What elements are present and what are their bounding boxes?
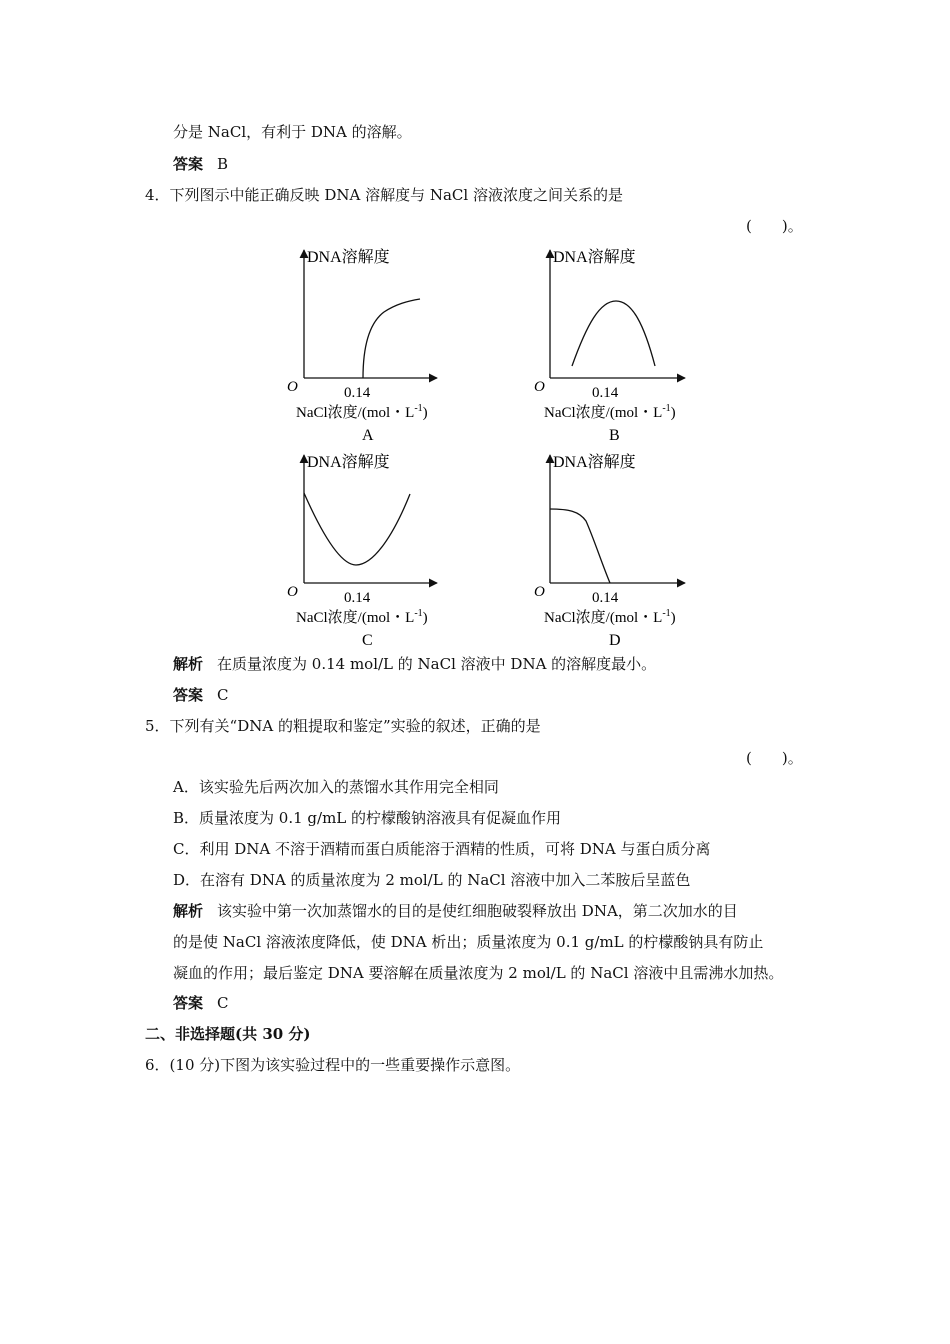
analysis-text: 该实验中第一次加蒸馏水的目的是使红细胞破裂释放出 DNA，第二次加水的目 xyxy=(217,902,738,920)
question-4-stem xyxy=(145,185,623,205)
q5-analysis-line-3: 凝血的作用；最后鉴定 DNA 要溶解在质量浓度为 2 mol/L 的 NaCl 溶液中且需沸水加热。 xyxy=(173,964,784,982)
tick-label: 0.14 xyxy=(344,385,371,401)
analysis-label: 解析 xyxy=(173,902,204,920)
answer-label: 答案 xyxy=(173,994,204,1012)
tick-label: 0.14 xyxy=(592,590,619,606)
answer-label: 答案 xyxy=(173,155,204,173)
origin-label: O xyxy=(534,584,545,600)
curve-a xyxy=(363,299,420,378)
question-text: (10 分)下图为该实验过程中的一些重要操作示意图。 xyxy=(169,1056,521,1074)
y-axis-label: DNA溶解度 xyxy=(553,454,636,471)
curve-b xyxy=(572,301,655,366)
graph-c xyxy=(284,449,444,649)
graph-d xyxy=(532,449,694,649)
continuation-text: 分是 NaCl，有利于 DNA 的溶解。 xyxy=(173,123,412,141)
question-5-stem xyxy=(145,716,541,736)
option-c: C．利用 DNA 不溶于酒精而蛋白质能溶于酒精的性质，可将 DNA 与蛋白质分离 xyxy=(173,840,711,858)
question-number: 5． xyxy=(145,717,170,735)
question-text: 下列图示中能正确反映 DNA 溶解度与 NaCl 溶液浓度之间关系的是 xyxy=(169,186,623,204)
origin-label: O xyxy=(534,379,545,395)
analysis-text: 在质量浓度为 0.14 mol/L 的 NaCl 溶液中 DNA 的溶解度最小。 xyxy=(217,655,657,673)
y-axis-label: DNA溶解度 xyxy=(307,454,390,471)
tick-label: 0.14 xyxy=(592,385,619,401)
x-axis-label: NaCl浓度/(mol・$L^{-1}$) xyxy=(296,403,428,421)
origin-label: O xyxy=(287,584,298,600)
answer-parenthesis: ( )。 xyxy=(746,217,803,235)
answer-label: 答案 xyxy=(173,686,204,704)
question-number: 6． xyxy=(145,1056,170,1074)
q5-analysis-line-1 xyxy=(173,901,738,921)
option-d: D．在溶有 DNA 的质量浓度为 2 mol/L 的 NaCl 溶液中加入二苯胺后呈蓝色 xyxy=(173,871,691,889)
answer-value: C xyxy=(217,686,229,704)
answer-value: B xyxy=(217,155,229,173)
graph-label: C xyxy=(362,632,373,649)
analysis-label: 解析 xyxy=(173,655,204,673)
graph-b xyxy=(532,244,694,444)
section-title: 二、非选择题(共 30 分) xyxy=(145,1025,311,1043)
answer-parenthesis: ( )。 xyxy=(746,749,803,767)
curve-d xyxy=(550,509,610,583)
graph-label: A xyxy=(362,427,374,444)
answer-prev xyxy=(173,154,228,174)
y-axis-label: DNA溶解度 xyxy=(553,249,636,266)
origin-label: O xyxy=(287,379,298,395)
q5-analysis-line-2: 的是使 NaCl 溶液浓度降低，使 DNA 析出；质量浓度为 0.1 g/mL 的柠檬酸钠具有防止 xyxy=(173,933,764,951)
question-text: 下列有关“DNA 的粗提取和鉴定”实验的叙述，正确的是 xyxy=(169,717,541,735)
answer-value: C xyxy=(217,994,229,1012)
q4-answer xyxy=(173,685,229,705)
q5-answer xyxy=(173,993,229,1013)
curve-c xyxy=(304,493,410,565)
x-axis-label: NaCl浓度/(mol・$L^{-1}$) xyxy=(296,608,428,626)
option-b: B．质量浓度为 0.1 g/mL 的柠檬酸钠溶液具有促凝血作用 xyxy=(173,809,562,827)
question-number: 4． xyxy=(145,186,170,204)
q4-analysis xyxy=(173,654,656,674)
tick-label: 0.14 xyxy=(344,590,371,606)
x-axis-label: NaCl浓度/(mol・$L^{-1}$) xyxy=(544,403,676,421)
graph-label: B xyxy=(609,427,620,444)
x-axis-label: NaCl浓度/(mol・$L^{-1}$) xyxy=(544,608,676,626)
question-6-stem xyxy=(145,1055,520,1075)
option-a: A．该实验先后两次加入的蒸馏水其作用完全相同 xyxy=(173,778,499,796)
y-axis-label: DNA溶解度 xyxy=(307,249,390,266)
graph-a xyxy=(284,244,444,444)
graph-label: D xyxy=(609,632,621,649)
